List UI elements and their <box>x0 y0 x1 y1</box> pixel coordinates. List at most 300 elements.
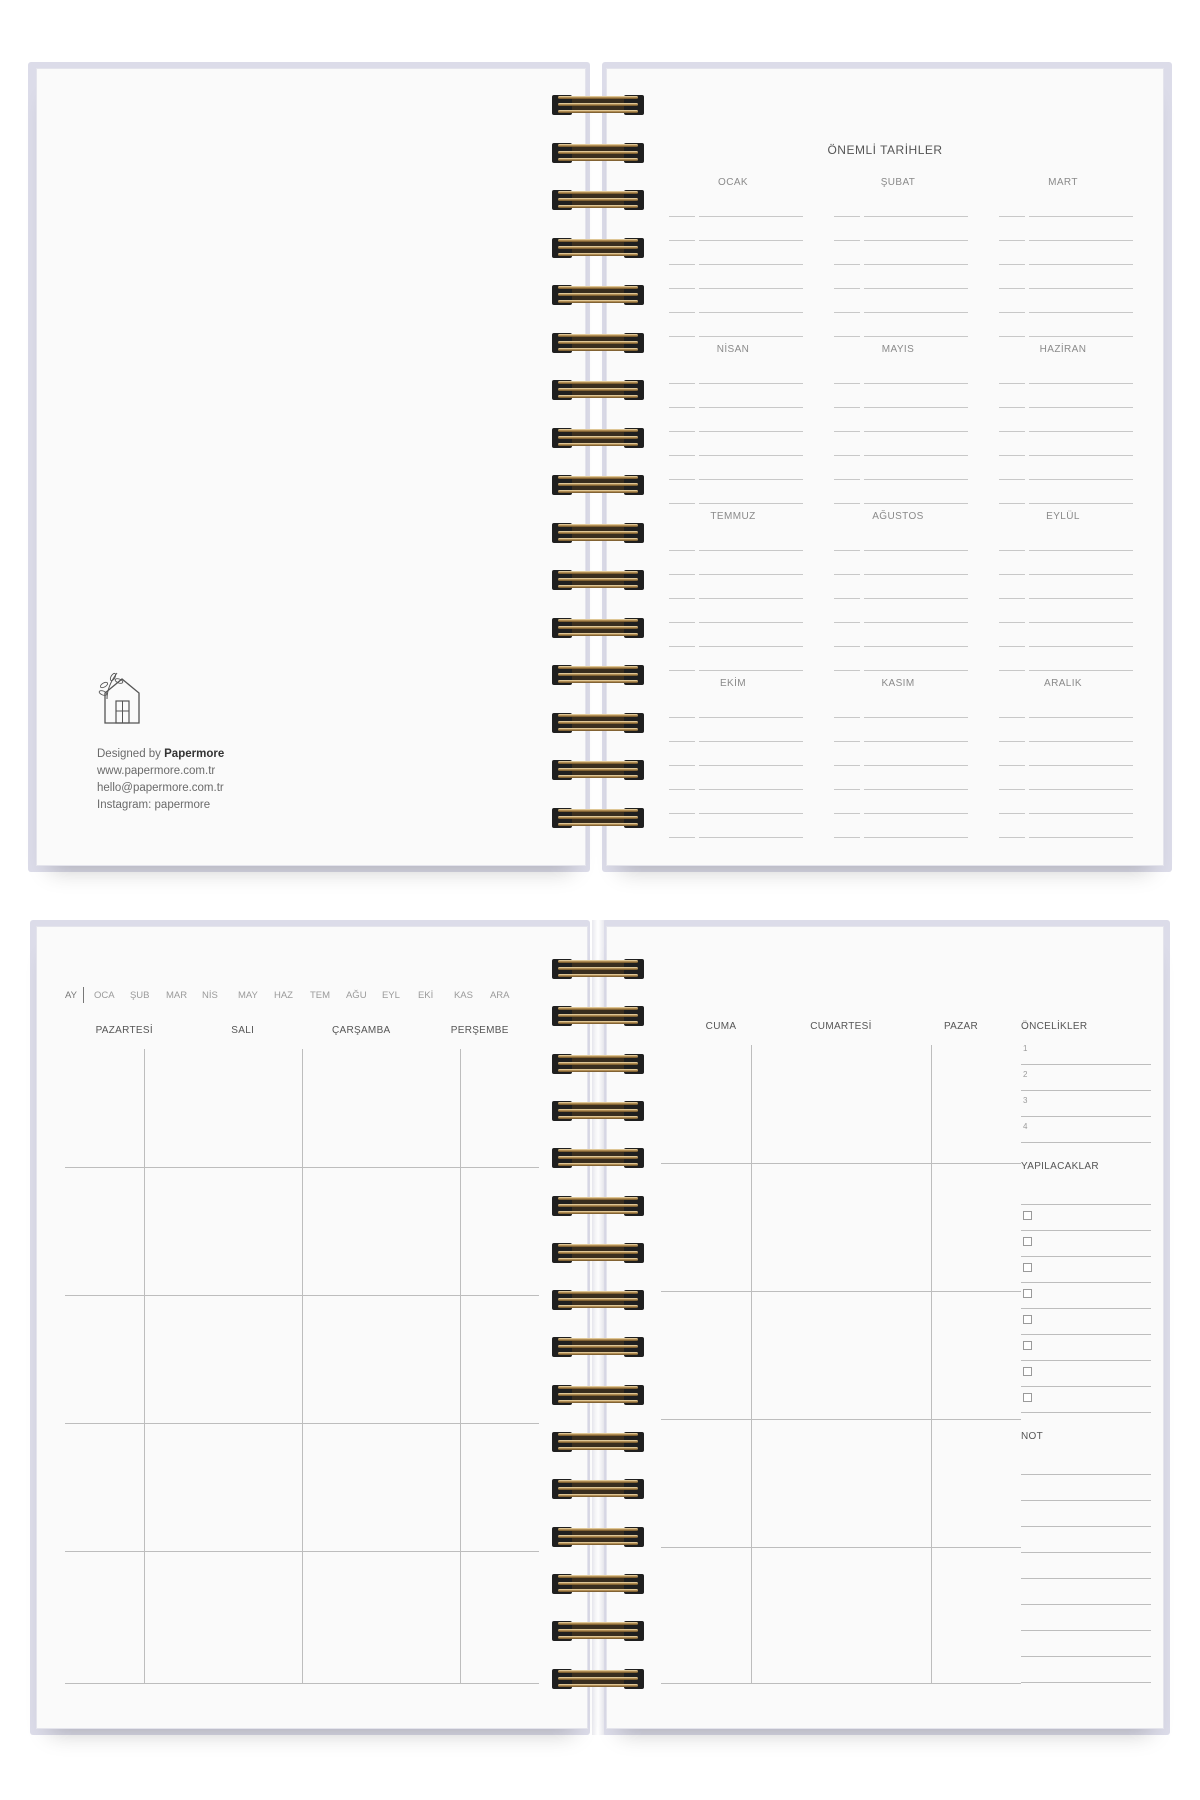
date-note-rule <box>699 837 803 838</box>
ring-wire <box>558 1400 638 1403</box>
email-link[interactable]: hello@papermore.com.tr <box>97 782 224 794</box>
ring-wire <box>558 388 638 391</box>
date-entry-line[interactable] <box>828 289 968 313</box>
date-entry-line[interactable] <box>663 289 803 313</box>
month-bar-label: AY <box>65 989 77 1001</box>
date-entry-line[interactable] <box>828 480 968 504</box>
calendar-cell[interactable] <box>661 1419 751 1547</box>
ring-wire <box>558 578 638 581</box>
date-entry-line[interactable] <box>993 814 1133 838</box>
calendar-cell[interactable] <box>65 1423 144 1551</box>
date-entry-line[interactable] <box>993 790 1133 814</box>
spiral-ring <box>552 94 644 116</box>
date-entry-line[interactable] <box>993 599 1133 623</box>
ring-wire <box>558 1542 638 1545</box>
date-entry-line[interactable] <box>993 527 1133 551</box>
checkbox[interactable] <box>1023 1315 1032 1324</box>
days-header-right <box>661 1021 1021 1032</box>
month-tab[interactable]: TEM <box>309 989 331 1001</box>
month-block <box>663 177 803 337</box>
calendar-cell[interactable] <box>931 1291 1021 1419</box>
ring-wire <box>558 1298 638 1301</box>
date-entry-line[interactable] <box>663 647 803 671</box>
ring-wire <box>558 1021 638 1024</box>
ring-wire <box>558 1494 638 1497</box>
spiral-ring <box>552 712 644 734</box>
ring-wire <box>558 1116 638 1119</box>
ring-wire <box>558 1447 638 1450</box>
month-name: EKİM <box>719 678 747 689</box>
spiral-ring <box>552 1053 644 1075</box>
note-title: NOT <box>1021 1431 1044 1442</box>
ring-wire <box>558 1197 638 1200</box>
date-note-rule <box>1029 503 1133 504</box>
date-entry-line[interactable] <box>993 408 1133 432</box>
calendar-row <box>65 1049 539 1167</box>
date-entry-line[interactable] <box>663 694 803 718</box>
ring-wire <box>558 381 638 384</box>
ring-wire <box>558 680 638 683</box>
month-block <box>663 344 803 504</box>
calendar-cell[interactable] <box>661 1291 751 1419</box>
date-entry-line[interactable] <box>993 718 1133 742</box>
date-entry-line[interactable] <box>828 217 968 241</box>
date-entry-line[interactable] <box>993 384 1133 408</box>
ring-wire <box>558 1677 638 1680</box>
todo-row[interactable] <box>1021 1335 1151 1361</box>
calendar-row <box>661 1045 1021 1163</box>
date-entry-line[interactable] <box>993 193 1133 217</box>
calendar-cell[interactable] <box>460 1551 539 1683</box>
ring-wire <box>558 1007 638 1010</box>
date-entry-line[interactable] <box>993 265 1133 289</box>
month-tab[interactable]: AĞU <box>345 989 367 1001</box>
date-entry-line[interactable] <box>663 408 803 432</box>
note-line[interactable] <box>1021 1527 1151 1553</box>
note-line[interactable] <box>1021 1475 1151 1501</box>
date-entry-line[interactable] <box>828 647 968 671</box>
calendar-row <box>65 1295 539 1423</box>
date-day-rule <box>999 837 1025 838</box>
date-entry-line[interactable] <box>663 480 803 504</box>
month-block <box>993 177 1133 337</box>
todo-row[interactable] <box>1021 1205 1151 1231</box>
month-name: NİSAN <box>716 344 750 355</box>
month-name: HAZİRAN <box>1039 344 1087 355</box>
ring-wire <box>558 429 638 432</box>
ring-wire <box>558 1211 638 1214</box>
calendar-cell[interactable] <box>931 1419 1021 1547</box>
calendar-cell[interactable] <box>144 1551 302 1683</box>
calendar-cell[interactable] <box>751 1419 931 1547</box>
brand-contact <box>97 746 224 814</box>
date-entry-line[interactable] <box>828 193 968 217</box>
date-entry-line[interactable] <box>663 551 803 575</box>
month-block <box>828 678 968 838</box>
date-entry-line[interactable] <box>663 766 803 790</box>
ring-wire <box>558 110 638 113</box>
ring-wire <box>558 96 638 99</box>
calendar-cell[interactable] <box>751 1291 931 1419</box>
ring-wire <box>558 1109 638 1112</box>
date-entry-line[interactable] <box>663 814 803 838</box>
calendar-grid-left <box>65 1049 539 1684</box>
spiral-ring <box>552 807 644 829</box>
ring-wire <box>558 1480 638 1483</box>
month-block <box>828 177 968 337</box>
calendar-cell[interactable] <box>751 1547 931 1683</box>
brand-block <box>97 669 224 814</box>
todo-row[interactable] <box>1021 1257 1151 1283</box>
spiral-ring <box>552 1100 644 1122</box>
ring-wire <box>558 443 638 446</box>
spiral-ring <box>552 958 644 980</box>
checkbox[interactable] <box>1023 1211 1032 1220</box>
date-entry-line[interactable] <box>993 647 1133 671</box>
ring-wire <box>558 348 638 351</box>
ring-wire <box>558 1305 638 1308</box>
date-entry-line[interactable] <box>993 742 1133 766</box>
important-dates-page <box>606 68 1164 866</box>
ring-wire <box>558 571 638 574</box>
date-entry-line[interactable] <box>993 241 1133 265</box>
spiral-binding-top <box>552 94 644 844</box>
spiral-ring <box>552 1005 644 1027</box>
ring-wire <box>558 205 638 208</box>
ring-wire <box>558 334 638 337</box>
date-entry-line[interactable] <box>993 432 1133 456</box>
date-entry-line[interactable] <box>663 241 803 265</box>
spiral-ring <box>552 1668 644 1690</box>
priority-row[interactable] <box>1021 1117 1151 1143</box>
ring-wire <box>558 721 638 724</box>
priority-number: 2 <box>1023 1070 1028 1079</box>
calendar-cell[interactable] <box>460 1049 539 1167</box>
month-name: ARALIK <box>1044 678 1082 689</box>
date-entry-line[interactable] <box>663 742 803 766</box>
date-entry-line[interactable] <box>663 527 803 551</box>
note-line[interactable] <box>1021 1605 1151 1631</box>
checkbox[interactable] <box>1023 1237 1032 1246</box>
designed-by-line <box>97 746 224 763</box>
date-entry-line[interactable] <box>663 313 803 337</box>
priority-row[interactable] <box>1021 1091 1151 1117</box>
date-entry-line[interactable] <box>663 718 803 742</box>
calendar-cell[interactable] <box>65 1295 144 1423</box>
ring-wire <box>558 1204 638 1207</box>
calendar-cell[interactable] <box>661 1045 751 1163</box>
date-entry-line[interactable] <box>828 623 968 647</box>
month-tabs <box>94 990 526 1001</box>
spiral-ring <box>552 189 644 211</box>
date-entry-line[interactable] <box>828 527 968 551</box>
note-line[interactable] <box>1021 1449 1151 1475</box>
date-entry-line[interactable] <box>828 694 968 718</box>
ring-wire <box>558 728 638 731</box>
checkbox[interactable] <box>1023 1367 1032 1376</box>
date-entry-line[interactable] <box>663 456 803 480</box>
date-entry-line[interactable] <box>663 432 803 456</box>
date-entry-line[interactable] <box>993 289 1133 313</box>
ring-wire <box>558 1014 638 1017</box>
calendar-cell[interactable] <box>302 1049 460 1167</box>
note-line[interactable] <box>1021 1657 1151 1683</box>
ring-wire <box>558 1629 638 1632</box>
priority-number: 4 <box>1023 1122 1028 1131</box>
day-header: PAZAR <box>943 1021 979 1032</box>
note-line[interactable] <box>1021 1631 1151 1657</box>
date-note-rule <box>699 503 803 504</box>
ring-wire <box>558 531 638 534</box>
spiral-ring <box>552 664 644 686</box>
date-day-rule <box>669 837 695 838</box>
todo-row[interactable] <box>1021 1231 1151 1257</box>
todo-row[interactable] <box>1021 1387 1151 1413</box>
month-name: ŞUBAT <box>880 177 916 188</box>
date-entry-line[interactable] <box>828 241 968 265</box>
calendar-cell[interactable] <box>302 1551 460 1683</box>
calendar-cell[interactable] <box>65 1551 144 1683</box>
ring-wire <box>558 293 638 296</box>
ring-wire <box>558 1352 638 1355</box>
calendar-cell[interactable] <box>65 1167 144 1295</box>
ring-wire <box>558 1102 638 1105</box>
ring-wire <box>558 816 638 819</box>
date-entry-line[interactable] <box>828 384 968 408</box>
calendar-cell[interactable] <box>302 1167 460 1295</box>
month-tab[interactable]: EKİ <box>417 989 434 1001</box>
date-entry-line[interactable] <box>663 790 803 814</box>
priorities-title: ÖNCELİKLER <box>1021 1021 1088 1032</box>
spiral-ring <box>552 474 644 496</box>
spiral-ring <box>552 617 644 639</box>
date-entry-line[interactable] <box>993 575 1133 599</box>
checkbox[interactable] <box>1023 1289 1032 1298</box>
spiral-ring <box>552 522 644 544</box>
date-entry-line[interactable] <box>663 384 803 408</box>
ring-wire <box>558 967 638 970</box>
date-day-rule <box>834 837 860 838</box>
day-header: SALI <box>231 1025 255 1036</box>
spiral-ring <box>552 1336 644 1358</box>
note-line[interactable] <box>1021 1579 1151 1605</box>
ring-wire <box>558 1622 638 1625</box>
calendar-cell[interactable] <box>302 1423 460 1551</box>
ring-wire <box>558 476 638 479</box>
calendar-cell[interactable] <box>460 1295 539 1423</box>
calendar-row <box>661 1163 1021 1291</box>
ring-wire <box>558 1244 638 1247</box>
ring-wire <box>558 538 638 541</box>
spiral-ring <box>552 1147 644 1169</box>
days-header-left <box>65 1025 539 1036</box>
date-entry-line[interactable] <box>828 814 968 838</box>
calendar-cell[interactable] <box>751 1045 931 1163</box>
date-entry-line[interactable] <box>828 575 968 599</box>
month-bar-divider <box>83 987 84 1003</box>
date-entry-line[interactable] <box>828 408 968 432</box>
ring-wire <box>558 768 638 771</box>
calendar-cell[interactable] <box>661 1547 751 1683</box>
month-block <box>828 344 968 504</box>
month-name: MART <box>1048 177 1078 188</box>
month-tab[interactable]: HAZ <box>273 989 293 1001</box>
month-name: KASIM <box>881 678 915 689</box>
todo-row[interactable] <box>1021 1361 1151 1387</box>
date-day-rule <box>669 336 695 337</box>
date-note-rule <box>699 670 803 671</box>
calendar-row <box>661 1419 1021 1547</box>
date-entry-line[interactable] <box>828 742 968 766</box>
month-tab[interactable]: EYL <box>381 989 400 1001</box>
spiral-ring <box>552 427 644 449</box>
month-tab[interactable]: NİS <box>201 989 218 1001</box>
ring-wire <box>558 395 638 398</box>
website-link[interactable]: www.papermore.com.tr <box>97 765 216 777</box>
date-entry-line[interactable] <box>828 551 968 575</box>
day-header: ÇARŞAMBA <box>331 1025 391 1036</box>
spiral-ring <box>552 1195 644 1217</box>
date-day-rule <box>999 503 1025 504</box>
calendar-grid-right <box>661 1045 1021 1684</box>
ring-wire <box>558 1589 638 1592</box>
spiral-ring <box>552 284 644 306</box>
ring-wire <box>558 619 638 622</box>
calendar-cell[interactable] <box>65 1049 144 1167</box>
checkbox[interactable] <box>1023 1263 1032 1272</box>
ring-wire <box>558 714 638 717</box>
month-tab[interactable]: ŞUB <box>129 989 150 1001</box>
date-day-rule <box>999 670 1025 671</box>
date-entry-line[interactable] <box>828 790 968 814</box>
ring-wire <box>558 198 638 201</box>
spiral-binding-bottom <box>552 958 644 1718</box>
date-entry-line[interactable] <box>828 766 968 790</box>
date-entry-line[interactable] <box>663 265 803 289</box>
calendar-cell[interactable] <box>144 1423 302 1551</box>
date-entry-line[interactable] <box>663 623 803 647</box>
date-entry-line[interactable] <box>828 718 968 742</box>
calendar-cell[interactable] <box>931 1045 1021 1163</box>
day-header: PAZARTESİ <box>95 1025 153 1036</box>
calendar-cell[interactable] <box>144 1049 302 1167</box>
ring-wire <box>558 809 638 812</box>
ring-wire <box>558 300 638 303</box>
weekly-left-page <box>36 926 588 1729</box>
day-header: CUMA <box>705 1021 737 1032</box>
calendar-cell[interactable] <box>661 1163 751 1291</box>
date-entry-line[interactable] <box>828 313 968 337</box>
ring-wire <box>558 1528 638 1531</box>
calendar-cell[interactable] <box>931 1547 1021 1683</box>
date-day-rule <box>669 503 695 504</box>
ring-wire <box>558 1251 638 1254</box>
date-entry-line[interactable] <box>993 551 1133 575</box>
spiral-ring <box>552 142 644 164</box>
date-note-rule <box>864 837 968 838</box>
date-entry-line[interactable] <box>993 456 1133 480</box>
date-entry-line[interactable] <box>828 360 968 384</box>
ring-wire <box>558 341 638 344</box>
ring-wire <box>558 1149 638 1152</box>
month-tab[interactable]: MAR <box>165 989 188 1001</box>
month-tab[interactable]: MAY <box>237 989 258 1001</box>
instagram-handle[interactable]: Instagram: papermore <box>97 799 211 811</box>
ring-wire <box>558 286 638 289</box>
date-entry-line[interactable] <box>993 480 1133 504</box>
ring-wire <box>558 585 638 588</box>
checkbox[interactable] <box>1023 1341 1032 1350</box>
todo-row[interactable] <box>1021 1309 1151 1335</box>
month-tab[interactable]: ARA <box>489 989 510 1001</box>
ring-wire <box>558 1670 638 1673</box>
spiral-ring <box>552 379 644 401</box>
todo-row[interactable] <box>1021 1283 1151 1309</box>
calendar-cell[interactable] <box>931 1163 1021 1291</box>
ring-wire <box>558 633 638 636</box>
month-name: AĞUSTOS <box>872 511 924 522</box>
month-selector <box>65 987 526 1003</box>
priorities-list <box>1021 1039 1151 1143</box>
date-entry-line[interactable] <box>828 432 968 456</box>
month-tab[interactable]: KAS <box>453 989 473 1001</box>
priority-row[interactable] <box>1021 1065 1151 1091</box>
date-entry-line[interactable] <box>663 599 803 623</box>
date-entry-line[interactable] <box>993 623 1133 647</box>
calendar-cell[interactable] <box>460 1167 539 1295</box>
ring-wire <box>558 1433 638 1436</box>
ring-wire <box>558 1440 638 1443</box>
month-name: EYLÜL <box>1046 511 1080 522</box>
date-entry-line[interactable] <box>663 360 803 384</box>
date-entry-line[interactable] <box>993 694 1133 718</box>
date-entry-line[interactable] <box>993 360 1133 384</box>
note-line[interactable] <box>1021 1553 1151 1579</box>
priority-row[interactable] <box>1021 1039 1151 1065</box>
month-name: TEMMUZ <box>710 511 756 522</box>
ring-wire <box>558 191 638 194</box>
ring-wire <box>558 239 638 242</box>
calendar-cell[interactable] <box>751 1163 931 1291</box>
ring-wire <box>558 144 638 147</box>
date-entry-line[interactable] <box>828 265 968 289</box>
date-entry-line[interactable] <box>663 193 803 217</box>
date-entry-line[interactable] <box>993 766 1133 790</box>
date-entry-line[interactable] <box>993 217 1133 241</box>
date-day-rule <box>834 336 860 337</box>
date-entry-line[interactable] <box>663 217 803 241</box>
calendar-row <box>65 1551 539 1683</box>
calendar-cell[interactable] <box>144 1167 302 1295</box>
calendar-cell[interactable] <box>302 1295 460 1423</box>
calendar-cell[interactable] <box>144 1295 302 1423</box>
ring-wire <box>558 761 638 764</box>
ring-wire <box>558 673 638 676</box>
month-name: MAYIS <box>881 344 915 355</box>
date-entry-line[interactable] <box>828 456 968 480</box>
checkbox[interactable] <box>1023 1393 1032 1402</box>
date-entry-line[interactable] <box>993 313 1133 337</box>
date-entry-line[interactable] <box>828 599 968 623</box>
calendar-cell[interactable] <box>460 1423 539 1551</box>
note-line[interactable] <box>1021 1501 1151 1527</box>
ring-wire <box>558 1636 638 1639</box>
todo-header-rule <box>1021 1179 1151 1205</box>
date-entry-line[interactable] <box>663 575 803 599</box>
month-grid <box>663 177 1133 837</box>
month-tab[interactable]: OCA <box>93 989 115 1001</box>
house-with-tree-icon <box>97 669 147 725</box>
